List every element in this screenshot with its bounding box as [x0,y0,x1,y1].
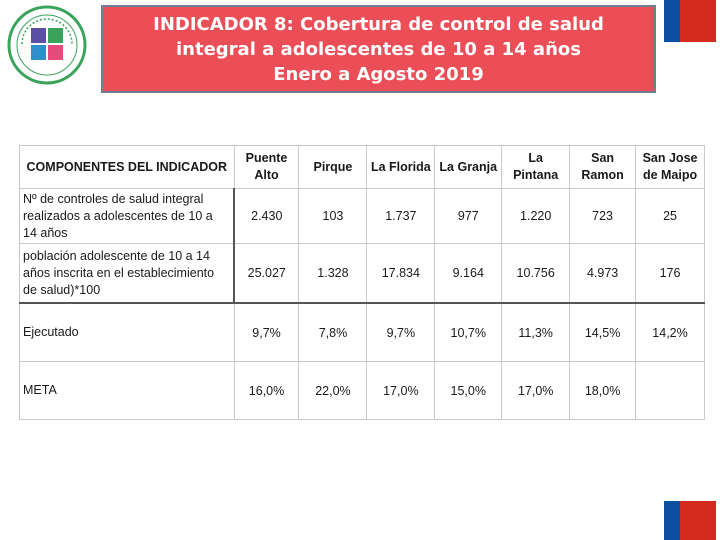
table-cell: 2.430 [234,189,299,244]
column-header: La Pintana [502,146,570,189]
table-cell: 103 [299,189,367,244]
table-cell: 1.737 [367,189,435,244]
table-cell: 10.756 [502,244,570,304]
table-cell: 4.973 [570,244,636,304]
table-cell: 11,3% [502,303,570,362]
flag-stripe-top-icon [664,0,716,42]
column-header: San Ramon [570,146,636,189]
table-cell: 176 [636,244,705,304]
row-label: META [20,362,235,420]
table-cell: 14,5% [570,303,636,362]
table-cell: 1.220 [502,189,570,244]
table-cell [636,362,705,420]
row-label: Nº de controles de salud integral realizados a adolescentes de 10 a 14 años [20,189,235,244]
table-cell: 22,0% [299,362,367,420]
servicio-salud-seal-icon [6,4,88,86]
table-cell: 25.027 [234,244,299,304]
table-cell: 25 [636,189,705,244]
table-row [20,362,705,420]
table-cell: 17.834 [367,244,435,304]
table-header-row [20,146,705,189]
title-box [101,5,656,93]
table-cell: 9,7% [234,303,299,362]
table-cell: 15,0% [435,362,502,420]
column-header: La Florida [367,146,435,189]
table-row [20,303,705,362]
table-cell: 7,8% [299,303,367,362]
table-cell: 14,2% [636,303,705,362]
table-cell: 18,0% [570,362,636,420]
table-cell: 1.328 [299,244,367,304]
column-header: Puente Alto [234,146,299,189]
table-cell: 10,7% [435,303,502,362]
column-header: San Jose de Maipo [636,146,705,189]
table-cell: 17,0% [367,362,435,420]
row-label: Ejecutado [20,303,235,362]
title-line-3: Enero a Agosto 2019 [273,64,484,85]
column-header: Pirque [299,146,367,189]
row-label: población adolescente de 10 a 14 años inscrita en el establecimiento de salud)*100 [20,244,235,304]
column-header: COMPONENTES DEL INDICADOR [20,146,235,189]
table-cell: 9,7% [367,303,435,362]
table-cell: 16,0% [234,362,299,420]
table-row [20,244,705,304]
table-row [20,189,705,244]
table-cell: 977 [435,189,502,244]
table-cell: 723 [570,189,636,244]
title-line-1: INDICADOR 8: Cobertura de control de salud [153,14,604,35]
title-line-2: integral a adolescentes de 10 a 14 años [176,39,581,60]
column-header: La Granja [435,146,502,189]
indicator-table [19,145,705,420]
table-cell: 9.164 [435,244,502,304]
table-cell: 17,0% [502,362,570,420]
flag-stripe-bottom-icon [664,501,716,540]
